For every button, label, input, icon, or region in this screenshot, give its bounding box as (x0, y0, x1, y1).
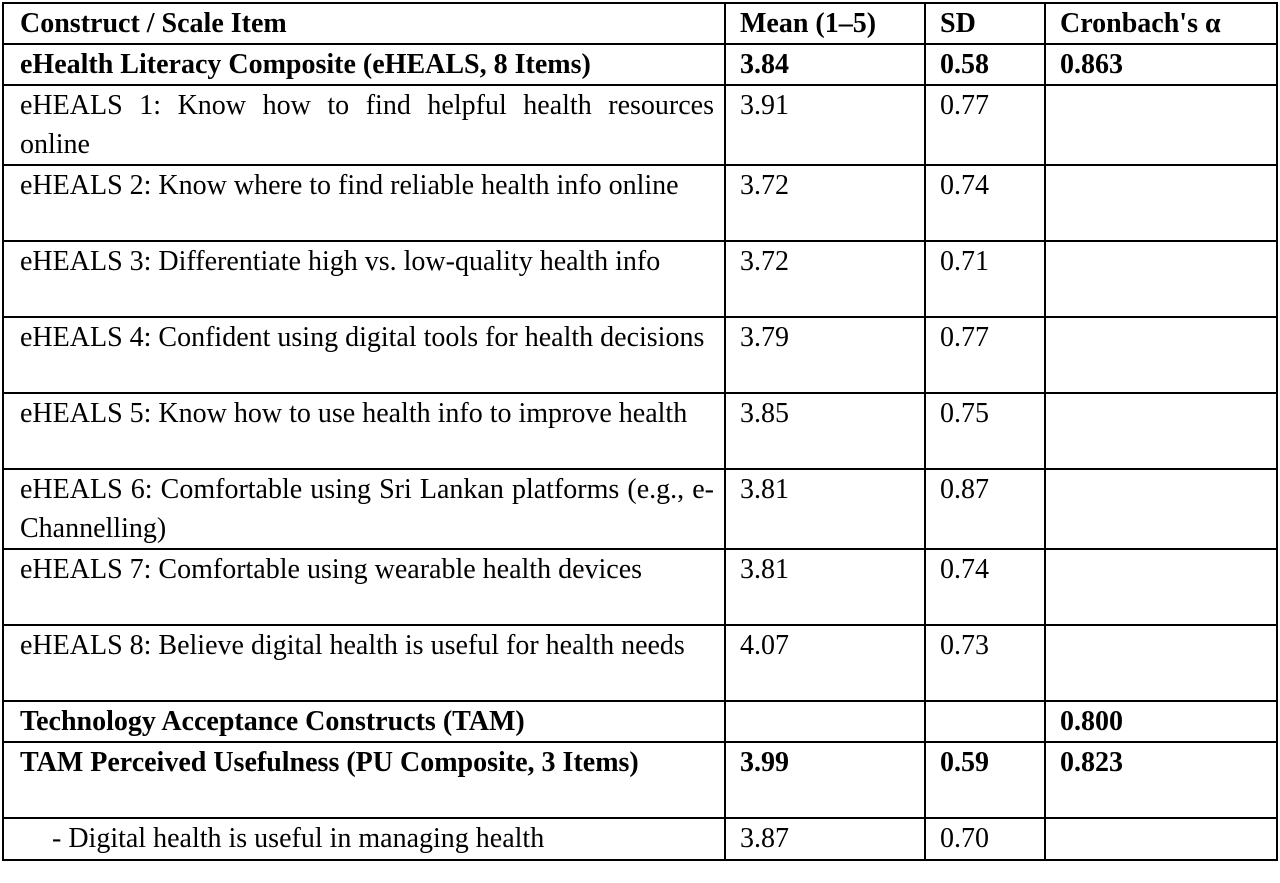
row-item: eHEALS 4: Confident using digital tools for health decisions (3, 317, 725, 393)
row-sd: 0.70 (925, 818, 1045, 860)
table-row (3, 165, 1277, 241)
row-alpha (1045, 85, 1277, 165)
row-alpha (1045, 393, 1277, 469)
table-row (3, 44, 1277, 85)
table-row (3, 549, 1277, 625)
row-sd: 0.77 (925, 85, 1045, 165)
row-item: eHEALS 3: Differentiate high vs. low-quality health info (3, 241, 725, 317)
table-row (3, 317, 1277, 393)
row-mean: 3.81 (725, 469, 925, 549)
row-mean (725, 701, 925, 742)
row-alpha (1045, 165, 1277, 241)
row-item: - Digital health is useful in managing health (3, 818, 725, 860)
row-alpha (1045, 241, 1277, 317)
row-item: eHEALS 2: Know where to find reliable health info online (3, 165, 725, 241)
row-alpha (1045, 818, 1277, 860)
row-mean: 3.91 (725, 85, 925, 165)
header-construct: Construct / Scale Item (3, 3, 725, 44)
row-alpha (1045, 469, 1277, 549)
row-mean: 3.79 (725, 317, 925, 393)
row-sd: 0.74 (925, 549, 1045, 625)
table-row (3, 85, 1277, 165)
row-item: eHEALS 5: Know how to use health info to improve health (3, 393, 725, 469)
row-sd: 0.71 (925, 241, 1045, 317)
row-sd: 0.58 (925, 44, 1045, 85)
table-row (3, 701, 1277, 742)
row-item: eHEALS 8: Believe digital health is useful for health needs (3, 625, 725, 701)
row-mean: 3.81 (725, 549, 925, 625)
row-mean: 4.07 (725, 625, 925, 701)
row-sd: 0.87 (925, 469, 1045, 549)
row-alpha (1045, 549, 1277, 625)
table-row (3, 625, 1277, 701)
row-sd (925, 701, 1045, 742)
row-item: eHEALS 6: Comfortable using Sri Lankan platforms (e.g., e-Channelling) (3, 469, 725, 549)
table-row (3, 742, 1277, 818)
table-row (3, 241, 1277, 317)
header-alpha: Cronbach's α (1045, 3, 1277, 44)
row-item: Technology Acceptance Constructs (TAM) (3, 701, 725, 742)
row-sd: 0.75 (925, 393, 1045, 469)
row-alpha (1045, 317, 1277, 393)
row-alpha: 0.863 (1045, 44, 1277, 85)
row-mean: 3.85 (725, 393, 925, 469)
row-sd: 0.77 (925, 317, 1045, 393)
row-item: eHEALS 7: Comfortable using wearable health devices (3, 549, 725, 625)
row-item: eHEALS 1: Know how to find helpful health resources online (3, 85, 725, 165)
row-item: eHealth Literacy Composite (eHEALS, 8 Items) (3, 44, 725, 85)
row-mean: 3.99 (725, 742, 925, 818)
statistics-table (2, 2, 1278, 861)
row-mean: 3.72 (725, 241, 925, 317)
header-sd: SD (925, 3, 1045, 44)
header-mean: Mean (1–5) (725, 3, 925, 44)
table-header-row (3, 3, 1277, 44)
row-alpha: 0.800 (1045, 701, 1277, 742)
row-sd: 0.74 (925, 165, 1045, 241)
table-row (3, 393, 1277, 469)
row-mean: 3.72 (725, 165, 925, 241)
row-alpha: 0.823 (1045, 742, 1277, 818)
row-sd: 0.59 (925, 742, 1045, 818)
row-alpha (1045, 625, 1277, 701)
row-mean: 3.84 (725, 44, 925, 85)
table-row (3, 469, 1277, 549)
row-item: TAM Perceived Usefulness (PU Composite, 3 Items) (3, 742, 725, 818)
table-row (3, 818, 1277, 860)
row-sd: 0.73 (925, 625, 1045, 701)
row-mean: 3.87 (725, 818, 925, 860)
